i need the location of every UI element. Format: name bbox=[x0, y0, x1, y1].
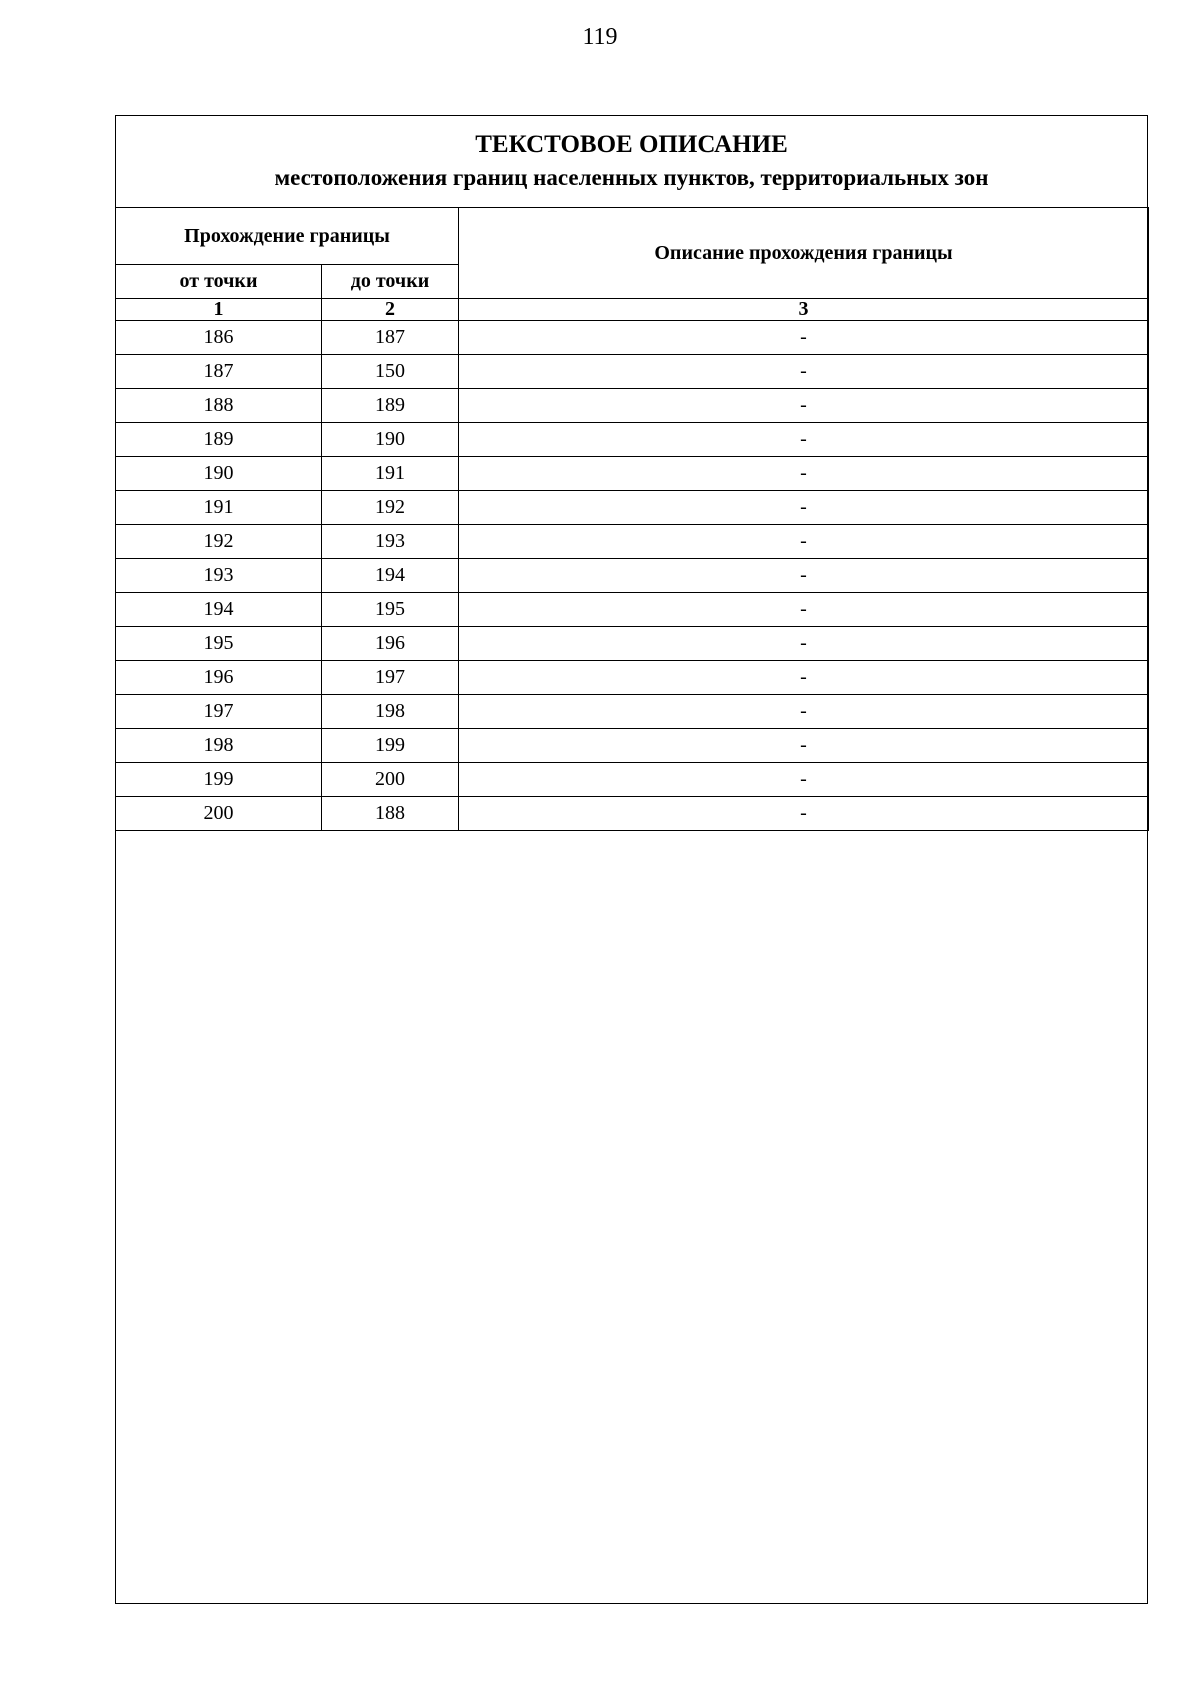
page-number: 119 bbox=[582, 24, 618, 50]
title-block bbox=[116, 116, 1147, 208]
description-cell: - bbox=[459, 797, 1149, 831]
to-point-cell: 199 bbox=[322, 729, 459, 763]
from-point-cell: 196 bbox=[116, 661, 322, 695]
table-row bbox=[116, 695, 1149, 729]
table-row bbox=[116, 763, 1149, 797]
from-point-cell: 194 bbox=[116, 593, 322, 627]
from-point-cell: 190 bbox=[116, 457, 322, 491]
description-cell: - bbox=[459, 389, 1149, 423]
to-point-cell: 193 bbox=[322, 525, 459, 559]
header-row-1 bbox=[116, 208, 1149, 265]
column-number-3: 3 bbox=[459, 299, 1149, 321]
from-point-cell: 195 bbox=[116, 627, 322, 661]
description-cell: - bbox=[459, 423, 1149, 457]
document-title: ТЕКСТОВОЕ ОПИСАНИЕ bbox=[475, 131, 788, 158]
table-row bbox=[116, 797, 1149, 831]
to-point-cell: 150 bbox=[322, 355, 459, 389]
boundary-table bbox=[115, 207, 1149, 831]
description-cell: - bbox=[459, 321, 1149, 355]
document-subtitle: местоположения границ населенных пунктов, территориальных зон bbox=[274, 165, 989, 190]
from-point-cell: 186 bbox=[116, 321, 322, 355]
from-point-cell: 197 bbox=[116, 695, 322, 729]
table-row bbox=[116, 423, 1149, 457]
from-point-cell: 188 bbox=[116, 389, 322, 423]
table-row bbox=[116, 321, 1149, 355]
to-point-cell: 191 bbox=[322, 457, 459, 491]
description-cell: - bbox=[459, 729, 1149, 763]
description-cell: - bbox=[459, 627, 1149, 661]
from-point-cell: 198 bbox=[116, 729, 322, 763]
table-row bbox=[116, 593, 1149, 627]
to-point-cell: 187 bbox=[322, 321, 459, 355]
table-row bbox=[116, 525, 1149, 559]
table-row bbox=[116, 559, 1149, 593]
to-point-cell: 198 bbox=[322, 695, 459, 729]
document-frame bbox=[115, 115, 1148, 1604]
description-cell: - bbox=[459, 695, 1149, 729]
description-cell: - bbox=[459, 763, 1149, 797]
from-point-cell: 193 bbox=[116, 559, 322, 593]
table-row bbox=[116, 355, 1149, 389]
from-point-cell: 200 bbox=[116, 797, 322, 831]
to-point-cell: 188 bbox=[322, 797, 459, 831]
header-from-point: от точки bbox=[116, 265, 322, 299]
from-point-cell: 199 bbox=[116, 763, 322, 797]
description-cell: - bbox=[459, 491, 1149, 525]
description-cell: - bbox=[459, 355, 1149, 389]
description-cell: - bbox=[459, 593, 1149, 627]
column-number-1: 1 bbox=[116, 299, 322, 321]
description-cell: - bbox=[459, 457, 1149, 491]
column-number-row bbox=[116, 299, 1149, 321]
to-point-cell: 196 bbox=[322, 627, 459, 661]
from-point-cell: 189 bbox=[116, 423, 322, 457]
from-point-cell: 187 bbox=[116, 355, 322, 389]
table-row bbox=[116, 661, 1149, 695]
to-point-cell: 194 bbox=[322, 559, 459, 593]
to-point-cell: 192 bbox=[322, 491, 459, 525]
to-point-cell: 189 bbox=[322, 389, 459, 423]
to-point-cell: 197 bbox=[322, 661, 459, 695]
table-row bbox=[116, 729, 1149, 763]
header-description: Описание прохождения границы bbox=[459, 208, 1149, 299]
table-row bbox=[116, 389, 1149, 423]
table-row bbox=[116, 491, 1149, 525]
description-cell: - bbox=[459, 525, 1149, 559]
table-row bbox=[116, 627, 1149, 661]
to-point-cell: 190 bbox=[322, 423, 459, 457]
header-boundary-passage: Прохождение границы bbox=[116, 208, 459, 265]
from-point-cell: 192 bbox=[116, 525, 322, 559]
table-row bbox=[116, 457, 1149, 491]
to-point-cell: 200 bbox=[322, 763, 459, 797]
column-number-2: 2 bbox=[322, 299, 459, 321]
to-point-cell: 195 bbox=[322, 593, 459, 627]
from-point-cell: 191 bbox=[116, 491, 322, 525]
description-cell: - bbox=[459, 559, 1149, 593]
description-cell: - bbox=[459, 661, 1149, 695]
header-to-point: до точки bbox=[322, 265, 459, 299]
